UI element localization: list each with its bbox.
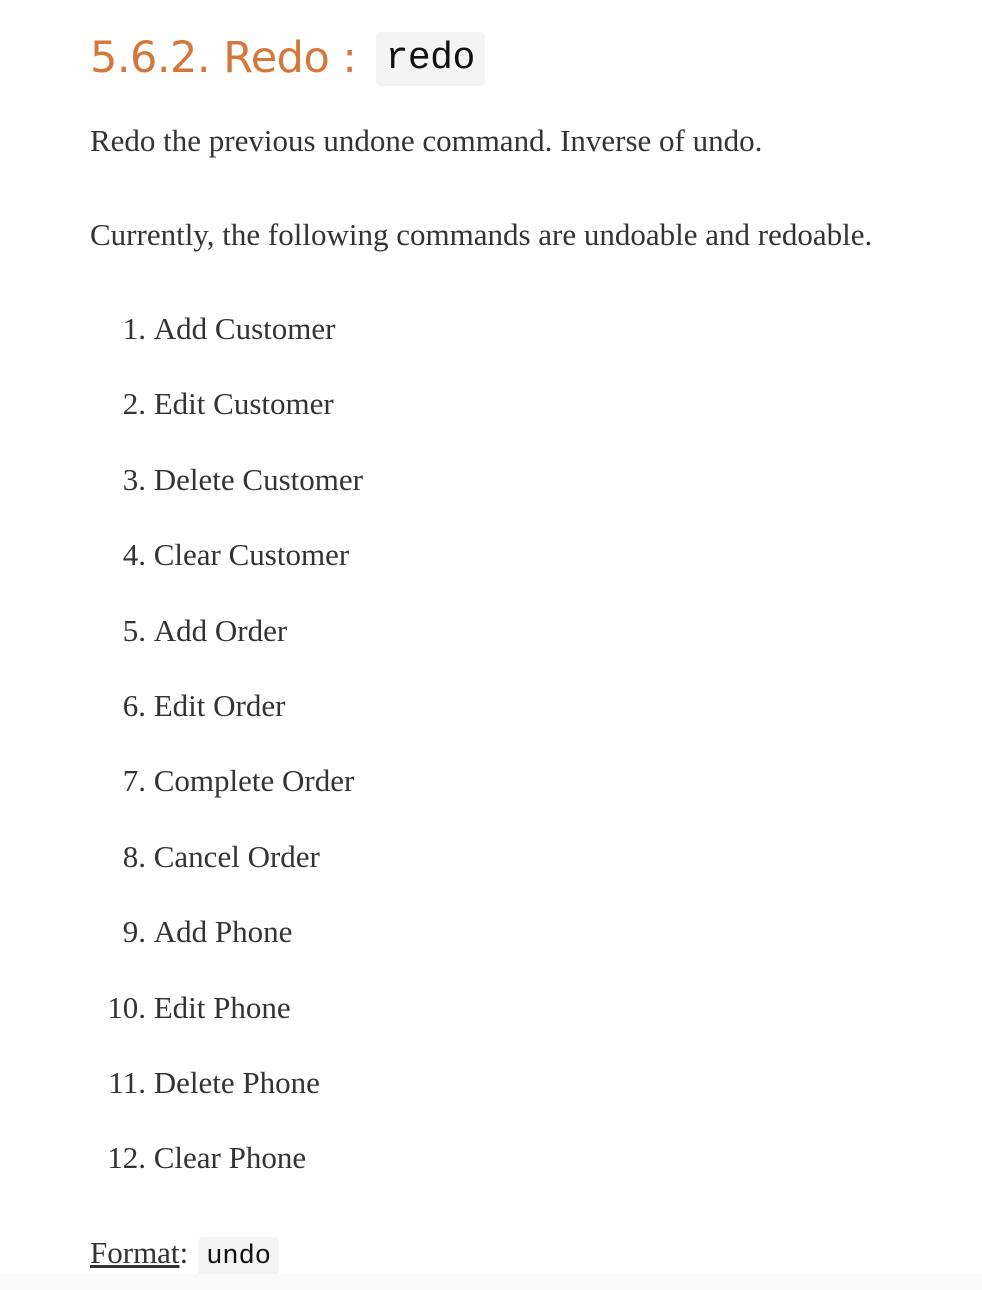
description-paragraph: Redo the previous undone command. Inverse of undo. [90, 123, 763, 158]
list-item-label: Complete Order [153, 763, 355, 799]
list-item-label: Clear Customer [153, 537, 350, 573]
list-item-number: 3. [122, 461, 146, 497]
list-item-number: 1. [122, 311, 146, 346]
list-item [90, 761, 363, 836]
list-item-number: 8. [122, 838, 146, 874]
intro-paragraph: Currently, the following commands are undoable and redoable. [90, 217, 873, 252]
list-item [90, 1063, 363, 1138]
list-item-number: 9. [122, 914, 146, 950]
section-heading [90, 28, 485, 88]
list-item [90, 535, 363, 610]
format-link[interactable]: Format [90, 1235, 180, 1270]
list-item-label: Edit Customer [153, 386, 334, 422]
list-item [90, 309, 363, 384]
list-item-label: Clear Phone [153, 1140, 307, 1176]
list-item [90, 837, 363, 912]
heading-code: redo [376, 32, 485, 86]
list-item [90, 1138, 363, 1213]
list-item-number: 10. [107, 989, 146, 1025]
list-item-label: Edit Phone [153, 989, 291, 1025]
list-item-label: Add Customer [153, 311, 336, 346]
list-item-number: 11. [108, 1064, 146, 1100]
list-item-label: Add Order [153, 612, 288, 648]
list-item-number: 4. [122, 537, 146, 573]
list-item [90, 460, 363, 535]
format-separator: : [179, 1235, 189, 1270]
bottom-scroll-edge [0, 1274, 982, 1290]
list-item [90, 686, 363, 761]
list-item-label: Delete Phone [153, 1064, 320, 1100]
command-list [90, 309, 363, 1214]
list-item-label: Add Phone [153, 914, 293, 950]
list-item [90, 384, 363, 459]
list-item-number: 2. [122, 386, 146, 422]
list-item-label: Delete Customer [153, 461, 363, 497]
list-item-label: Edit Order [153, 687, 286, 723]
format-code: undo [198, 1237, 279, 1277]
list-item [90, 912, 363, 987]
list-item-number: 5. [122, 612, 146, 648]
list-item [90, 611, 363, 686]
list-item [90, 988, 363, 1063]
list-item-number: 6. [122, 687, 146, 723]
list-item-label: Cancel Order [153, 838, 320, 874]
format-line [90, 1233, 279, 1277]
heading-title: 5.6.2. Redo : [90, 33, 370, 83]
list-item-number: 12. [107, 1140, 146, 1176]
list-item-number: 7. [122, 763, 146, 799]
